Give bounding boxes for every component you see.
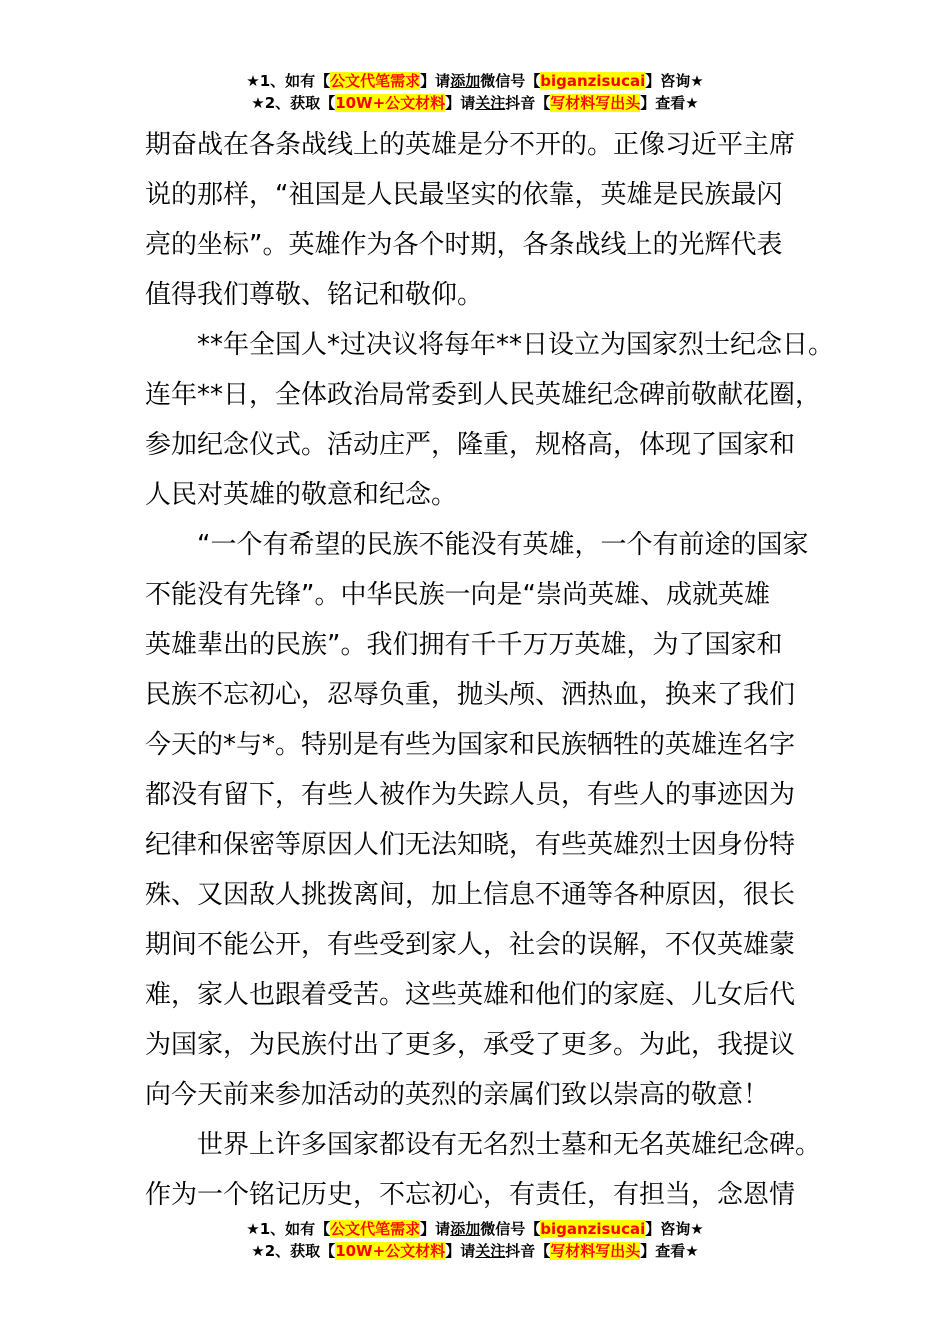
paragraph-start-line: **年全国人*过决议将每年**日设立为国家烈士纪念日。	[197, 330, 835, 360]
banner-text: ★1、如有【	[246, 1220, 331, 1238]
banner-text: 】请	[420, 1220, 451, 1238]
underlined-text: 添加	[450, 72, 481, 90]
banner-text: 抖音【	[505, 94, 551, 112]
paragraph-start-line: 世界上许多国家都设有无名烈士墓和无名英雄纪念碑。	[197, 1130, 822, 1160]
banner-line-2	[0, 92, 950, 114]
underlined-text: 关注	[475, 1242, 506, 1260]
body-line: 纪律和保密等原因人们无法知晓，有些英雄烈士因身份特	[145, 830, 796, 860]
body-line: 期奋战在各条战线上的英雄是分不开的。正像习近平主席	[145, 130, 796, 160]
banner-text: 】请	[445, 94, 476, 112]
highlight-text: 10W+公文材料	[335, 1242, 446, 1260]
underlined-text: 关注	[475, 94, 506, 112]
banner-text: 】查看★	[640, 94, 699, 112]
paragraph-start-line: “一个有希望的民族不能没有英雄，一个有前途的国家	[197, 530, 809, 560]
banner-text: 】请	[420, 72, 451, 90]
body-line: 都没有留下，有些人被作为失踪人员，有些人的事迹因为	[145, 780, 796, 810]
header-banner	[0, 70, 950, 114]
banner-text: 抖音【	[505, 1242, 551, 1260]
body-line: 参加纪念仪式。活动庄严，隆重，规格高，体现了国家和	[145, 430, 796, 460]
banner-text: 】查看★	[640, 1242, 699, 1260]
wechat-id: biganzisucai	[540, 1220, 646, 1238]
body-line: 向今天前来参加活动的英烈的亲属们致以崇高的敬意！	[145, 1080, 770, 1110]
body-line: 殊、又因敌人挑拨离间，加上信息不通等各种原因，很长	[145, 880, 796, 910]
body-line: 难，家人也跟着受苦。这些英雄和他们的家庭、儿女后代	[145, 980, 796, 1010]
body-line: 值得我们尊敬、铭记和敬仰。	[145, 280, 484, 310]
body-line: 为国家，为民族付出了更多，承受了更多。为此，我提议	[145, 1030, 796, 1060]
banner-line-1	[0, 1218, 950, 1240]
body-line: 不能没有先锋”。中华民族一向是“崇尚英雄、成就英雄	[145, 580, 770, 610]
body-line: 亮的坐标”。英雄作为各个时期，各条战线上的光辉代表	[145, 230, 783, 260]
douyin-account: 写材料写出头	[550, 1242, 641, 1260]
body-line: 今天的*与*。特别是有些为国家和民族牺牲的英雄连名字	[145, 730, 796, 760]
body-line: 作为一个铭记历史，不忘初心，有责任，有担当，念恩情	[145, 1180, 796, 1210]
body-line: 民族不忘初心，忍辱负重，抛头颅、洒热血，换来了我们	[145, 680, 796, 710]
wechat-id: biganzisucai	[540, 72, 646, 90]
body-line: 英雄辈出的民族”。我们拥有千千万万英雄，为了国家和	[145, 630, 783, 660]
body-line: 人民对英雄的敬意和纪念。	[145, 480, 458, 510]
highlight-text: 10W+公文材料	[335, 94, 446, 112]
banner-text: ★2、获取【	[251, 94, 336, 112]
underlined-text: 添加	[450, 1220, 481, 1238]
body-line: 期间不能公开，有些受到家人，社会的误解，不仅英雄蒙	[145, 930, 796, 960]
banner-text: 】请	[445, 1242, 476, 1260]
document-body	[145, 120, 845, 1220]
banner-line-1	[0, 70, 950, 92]
footer-banner	[0, 1218, 950, 1262]
banner-line-2	[0, 1240, 950, 1262]
body-line: 连年**日，全体政治局常委到人民英雄纪念碑前敬献花圈，	[145, 380, 822, 410]
highlight-text: 公文代笔需求	[330, 1220, 421, 1238]
body-line: 说的那样，“祖国是人民最坚实的依靠，英雄是民族最闪	[145, 180, 783, 210]
banner-text: 】咨询★	[645, 72, 704, 90]
highlight-text: 公文代笔需求	[330, 72, 421, 90]
banner-text: 微信号【	[480, 1220, 541, 1238]
banner-text: 微信号【	[480, 72, 541, 90]
banner-text: ★1、如有【	[246, 72, 331, 90]
banner-text: ★2、获取【	[251, 1242, 336, 1260]
douyin-account: 写材料写出头	[550, 94, 641, 112]
banner-text: 】咨询★	[645, 1220, 704, 1238]
